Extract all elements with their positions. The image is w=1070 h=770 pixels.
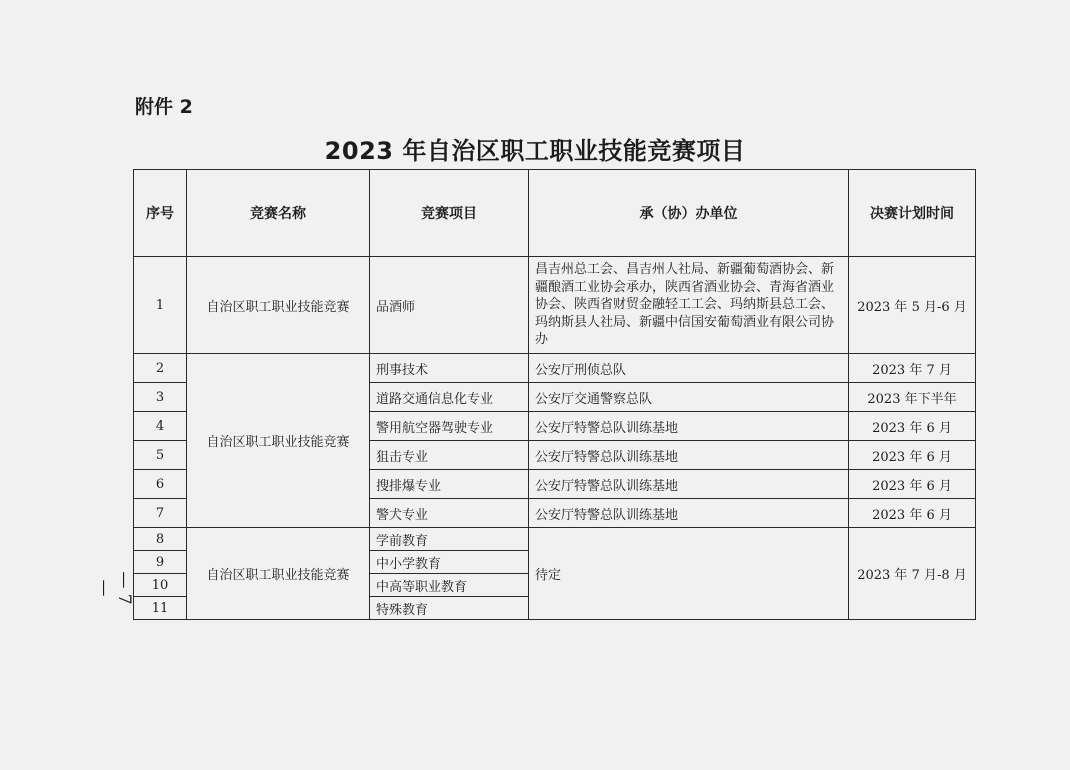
cell-seq: 4 <box>134 412 187 441</box>
cell-seq: 11 <box>134 597 187 620</box>
cell-org: 公安厅交通警察总队 <box>529 383 849 412</box>
cell-item: 道路交通信息化专业 <box>370 383 529 412</box>
cell-item: 狙击专业 <box>370 441 529 470</box>
cell-time: 2023 年 6 月 <box>849 499 976 528</box>
cell-time: 2023 年 6 月 <box>849 412 976 441</box>
cell-seq: 3 <box>134 383 187 412</box>
cell-seq: 8 <box>134 528 187 551</box>
cell-seq: 7 <box>134 499 187 528</box>
cell-name: 自治区职工职业技能竞赛 <box>187 354 370 528</box>
cell-item: 中小学教育 <box>370 551 529 574</box>
page-title: 2023 年自治区职工职业技能竞赛项目 <box>324 137 746 165</box>
cell-item: 学前教育 <box>370 528 529 551</box>
cell-time: 2023 年 5 月-6 月 <box>849 257 976 354</box>
cell-time: 2023 年 7 月 <box>849 354 976 383</box>
cell-item: 品酒师 <box>370 257 529 354</box>
cell-item: 刑事技术 <box>370 354 529 383</box>
cell-item: 特殊教育 <box>370 597 529 620</box>
cell-time: 2023 年下半年 <box>849 383 976 412</box>
header-seq: 序号 <box>134 170 187 257</box>
header-name: 竞赛名称 <box>187 170 370 257</box>
cell-item: 警犬专业 <box>370 499 529 528</box>
cell-item: 警用航空器驾驶专业 <box>370 412 529 441</box>
cell-time: 2023 年 7 月-8 月 <box>849 528 976 620</box>
cell-time: 2023 年 6 月 <box>849 470 976 499</box>
cell-seq: 1 <box>134 257 187 354</box>
competition-table <box>133 169 976 620</box>
cell-org: 待定 <box>529 528 849 620</box>
table-row <box>134 257 976 354</box>
header-org: 承（协）办单位 <box>529 170 849 257</box>
cell-seq: 2 <box>134 354 187 383</box>
page-number: — 7 — <box>94 571 134 605</box>
table-header-row <box>134 170 976 257</box>
cell-org: 公安厅特警总队训练基地 <box>529 499 849 528</box>
cell-item: 中高等职业教育 <box>370 574 529 597</box>
cell-org: 公安厅特警总队训练基地 <box>529 470 849 499</box>
cell-name: 自治区职工职业技能竞赛 <box>187 257 370 354</box>
cell-seq: 6 <box>134 470 187 499</box>
cell-time: 2023 年 6 月 <box>849 441 976 470</box>
header-time: 决赛计划时间 <box>849 170 976 257</box>
cell-org: 公安厅刑侦总队 <box>529 354 849 383</box>
cell-seq: 10 <box>134 574 187 597</box>
table-row <box>134 528 976 551</box>
header-item: 竞赛项目 <box>370 170 529 257</box>
attachment-label: 附件 2 <box>135 96 193 118</box>
cell-item: 搜排爆专业 <box>370 470 529 499</box>
cell-seq: 9 <box>134 551 187 574</box>
cell-org: 公安厅特警总队训练基地 <box>529 412 849 441</box>
cell-org: 公安厅特警总队训练基地 <box>529 441 849 470</box>
cell-org: 昌吉州总工会、昌吉州人社局、新疆葡萄酒协会、新疆酿酒工业协会承办，陕西省酒业协会、青海省酒业协会、陕西省财贸金融轻工工会、玛纳斯县总工会、玛纳斯县人社局、新疆中信国安葡萄酒业有限公司协办 <box>529 257 849 354</box>
cell-name: 自治区职工职业技能竞赛 <box>187 528 370 620</box>
table-row <box>134 354 976 383</box>
cell-seq: 5 <box>134 441 187 470</box>
